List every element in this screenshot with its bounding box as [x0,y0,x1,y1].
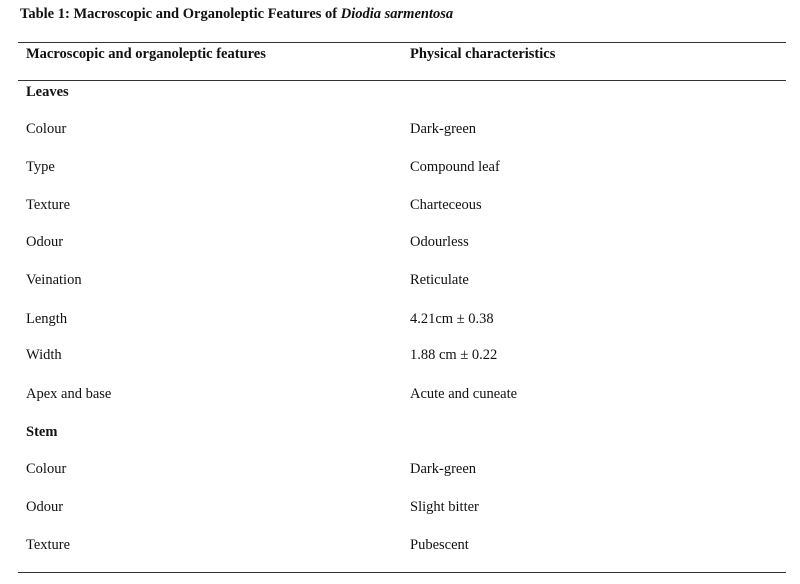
feature-cell: Type [26,159,55,175]
caption-species: Diodia sarmentosa [340,6,454,22]
caption-prefix: Table 1: Macroscopic and Organoleptic Features of [20,6,341,22]
value-cell: Charteceous [410,197,482,213]
table-caption [20,6,453,23]
value-cell: 1.88 cm ± 0.22 [410,347,498,363]
feature-cell: Apex and base [26,386,112,402]
value-cell: Pubescent [410,537,469,553]
feature-cell: Texture [26,537,71,553]
value-cell: Dark-green [410,461,477,477]
feature-cell: Veination [26,272,82,288]
feature-cell: Width [26,347,62,363]
value-cell: Odourless [410,234,469,250]
value-cell: Compound leaf [410,159,500,175]
feature-cell: Length [26,311,68,327]
table-bottom-rule [18,572,786,573]
feature-cell: Texture [26,197,71,213]
value-cell: Slight bitter [410,499,479,515]
section-label-stem: Stem [26,424,58,440]
feature-cell: Colour [26,121,67,137]
value-cell: Acute and cuneate [410,386,518,402]
section-label-leaves: Leaves [26,84,69,100]
feature-cell: Odour [26,499,64,515]
value-cell: 4.21cm ± 0.38 [410,311,494,327]
table-top-rule [18,42,786,43]
value-cell: Reticulate [410,272,469,288]
column-header-features: Macroscopic and organoleptic features [26,46,266,62]
column-header-characteristics: Physical characteristics [410,46,556,62]
value-cell: Dark-green [410,121,477,137]
feature-cell: Colour [26,461,67,477]
table-header-rule [18,80,786,81]
feature-cell: Odour [26,234,64,250]
